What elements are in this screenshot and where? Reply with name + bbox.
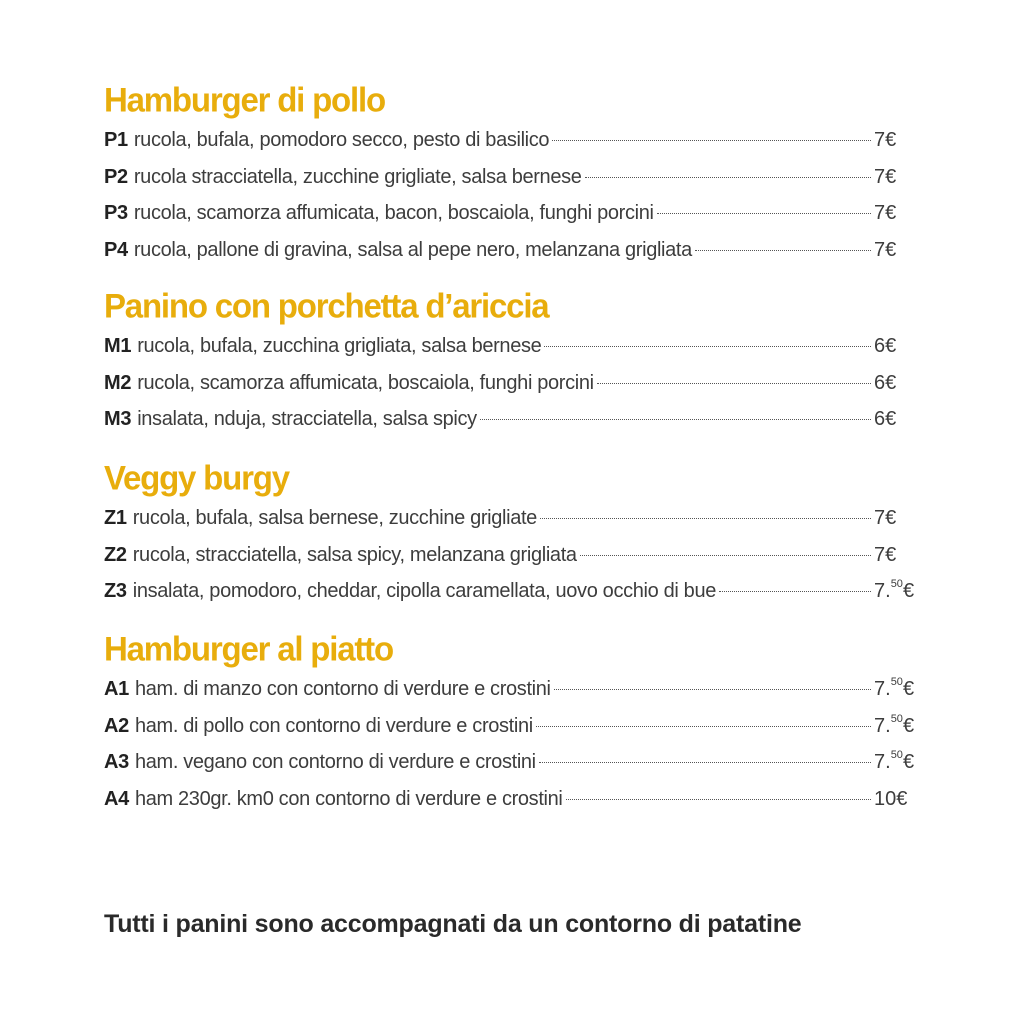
- section-heading: Panino con porchetta d’ariccia: [104, 286, 549, 325]
- item-price: [874, 122, 924, 159]
- item-price: [874, 401, 924, 438]
- dotted-leader: [597, 383, 871, 384]
- currency: €: [902, 580, 915, 602]
- menu-section: [104, 456, 924, 610]
- item-description: rucola, pallone di gravina, salsa al pepe nero, melanzana grigliata: [133, 238, 692, 261]
- currency: €: [896, 787, 908, 810]
- price-main: 7.: [874, 751, 891, 773]
- item-description: ham 230gr. km0 con contorno di verdure e crostini: [134, 787, 563, 810]
- price-main: 6: [874, 371, 886, 394]
- currency: €: [885, 371, 897, 394]
- item-price: [874, 328, 924, 365]
- currency: €: [885, 202, 897, 224]
- menu-item: [104, 573, 924, 610]
- menu-section: [104, 284, 924, 438]
- item-description: insalata, pomodoro, cheddar, cipolla caramellata, uovo occhio di bue: [132, 580, 716, 602]
- menu-item: [104, 328, 924, 365]
- menu-item: [104, 365, 924, 402]
- currency: €: [885, 129, 897, 151]
- dotted-leader: [554, 689, 871, 690]
- item-code: M3: [104, 408, 132, 430]
- footer-note: Tutti i panini sono accompagnati da un contorno di patatine: [104, 910, 802, 938]
- price-cents: 50: [890, 578, 903, 591]
- price-main: 7: [874, 507, 886, 529]
- section-heading: Hamburger di pollo: [104, 80, 385, 119]
- item-description: rucola, bufala, zucchina grigliata, salsa bernese: [137, 335, 542, 357]
- currency: €: [902, 714, 915, 737]
- item-code: Z3: [104, 580, 127, 602]
- item-description: ham. vegano con contorno di verdure e crostini: [134, 751, 536, 773]
- currency: €: [885, 507, 897, 529]
- currency: €: [885, 543, 897, 566]
- item-code: P4: [104, 238, 128, 261]
- price-main: 7.: [874, 714, 891, 737]
- price-main: 6: [874, 335, 886, 357]
- menu-section: [104, 78, 924, 268]
- item-price: [874, 671, 924, 708]
- price-main: 7: [874, 129, 886, 151]
- section-heading: Veggy burgy: [104, 458, 289, 497]
- item-price: [874, 573, 924, 610]
- item-description: rucola stracciatella, zucchine grigliate, salsa bernese: [133, 165, 582, 188]
- menu-item: [104, 401, 924, 438]
- dotted-leader: [552, 140, 871, 141]
- price-main: 7: [874, 202, 886, 224]
- menu-item: [104, 500, 924, 537]
- dotted-leader: [585, 177, 871, 178]
- dotted-leader: [539, 762, 871, 763]
- item-description: rucola, bufala, salsa bernese, zucchine grigliate: [132, 507, 537, 529]
- price-main: 7: [874, 238, 886, 261]
- item-price: [874, 781, 924, 818]
- item-price: [874, 365, 924, 402]
- item-description: ham. di manzo con contorno di verdure e crostini: [134, 678, 551, 700]
- currency: €: [885, 335, 897, 357]
- price-cents: 50: [890, 712, 903, 725]
- menu-item: [104, 195, 924, 232]
- dotted-leader: [544, 346, 871, 347]
- menu-item: [104, 122, 924, 159]
- price-main: 7: [874, 165, 886, 188]
- item-code: Z2: [104, 543, 127, 566]
- price-main: 6: [874, 408, 886, 430]
- dotted-leader: [657, 213, 871, 214]
- dotted-leader: [580, 555, 871, 556]
- item-description: rucola, bufala, pomodoro secco, pesto di basilico: [133, 129, 550, 151]
- section-heading: Hamburger al piatto: [104, 629, 393, 668]
- item-code: A1: [104, 678, 129, 700]
- item-description: rucola, stracciatella, salsa spicy, melanzana grigliata: [132, 543, 577, 566]
- currency: €: [885, 165, 897, 188]
- item-code: A2: [104, 714, 129, 737]
- price-cents: 50: [890, 749, 903, 762]
- price-main: 10: [874, 787, 897, 810]
- item-code: Z1: [104, 507, 127, 529]
- item-price: [874, 500, 924, 537]
- item-price: [874, 159, 924, 196]
- menu-item: [104, 744, 924, 781]
- menu-item: [104, 159, 924, 196]
- item-description: ham. di pollo con contorno di verdure e crostini: [134, 714, 533, 737]
- item-price: [874, 708, 924, 745]
- menu-item: [104, 232, 924, 269]
- price-main: 7.: [874, 678, 891, 700]
- dotted-leader: [695, 250, 871, 251]
- item-code: M2: [104, 371, 132, 394]
- item-code: P2: [104, 165, 128, 188]
- menu-section: [104, 627, 924, 817]
- item-code: P3: [104, 202, 128, 224]
- menu-item: [104, 781, 924, 818]
- price-main: 7.: [874, 580, 891, 602]
- item-description: insalata, nduja, stracciatella, salsa spicy: [137, 408, 477, 430]
- currency: €: [885, 238, 897, 261]
- price-main: 7: [874, 543, 886, 566]
- menu-item: [104, 671, 924, 708]
- item-code: P1: [104, 129, 128, 151]
- currency: €: [885, 408, 897, 430]
- dotted-leader: [566, 799, 872, 800]
- item-description: rucola, scamorza affumicata, bacon, boscaiola, funghi porcini: [133, 202, 654, 224]
- item-price: [874, 232, 924, 269]
- item-description: rucola, scamorza affumicata, boscaiola, funghi porcini: [137, 371, 594, 394]
- item-code: A3: [104, 751, 129, 773]
- item-code: A4: [104, 787, 129, 810]
- price-cents: 50: [890, 676, 903, 689]
- currency: €: [902, 678, 915, 700]
- menu-item: [104, 537, 924, 574]
- item-price: [874, 537, 924, 574]
- currency: €: [902, 751, 915, 773]
- item-price: [874, 195, 924, 232]
- item-code: M1: [104, 335, 132, 357]
- dotted-leader: [719, 591, 871, 592]
- dotted-leader: [540, 518, 871, 519]
- dotted-leader: [536, 726, 871, 727]
- item-price: [874, 744, 924, 781]
- menu-item: [104, 708, 924, 745]
- dotted-leader: [480, 419, 871, 420]
